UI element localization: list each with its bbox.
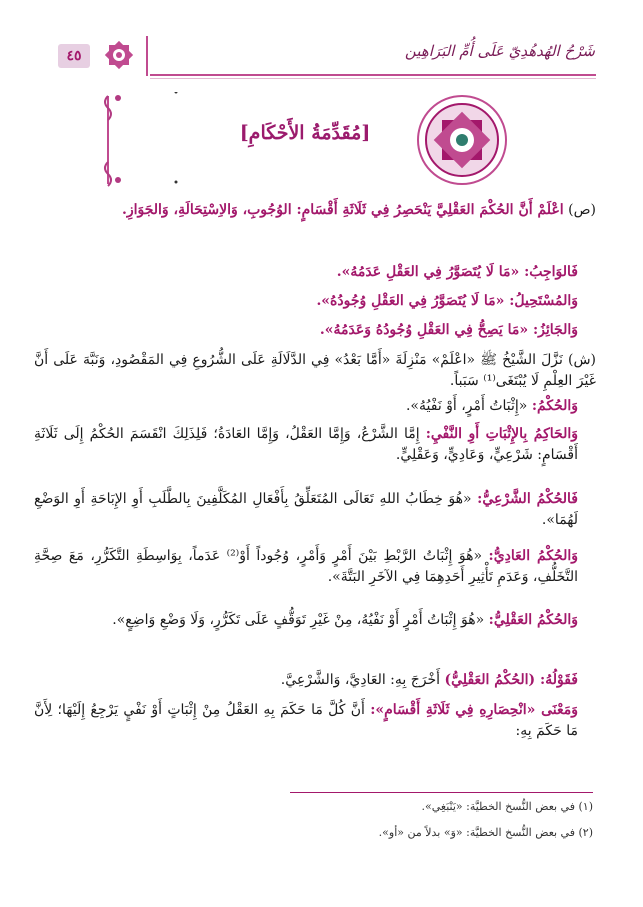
page-number: ٤٥ (58, 44, 90, 68)
footnote-1: (١) في بعض النُّسخ الخطيَّة: «يَنْبَغِي». (421, 800, 593, 813)
header-rule-thin (150, 78, 596, 79)
footnote-rule (290, 792, 593, 793)
paragraph-hukm-shari: فَالحُكْمُ الشَّرْعِيُّ: «هُوَ خِطَابُ اللهِ تَعَالَى المُتَعَلِّقُ بِأَفْعَالِ المُكَلَّفِينَ بِالطَّلَبِ أَوِ الإِبَاحَةِ أَوِ الوَضْعِ لَهُمَا». (34, 491, 578, 528)
running-title: شَرْحُ الهُدهُدِيّ عَلَى أُمِّ البَرَاهِين (404, 42, 595, 60)
paragraph-hakim: وَالحَاكِمُ بِالإِثْبَاتِ أَوِ النَّفْيِ: إِمَّا الشَّرْعُ، وَإِمَّا العَقْلُ، وَإِمَّا العَادَةُ؛ فَلِذَلِكَ انْقَسَمَ الحُكْمُ إِلَى ثَلَاثَةِ أَقْسَامٍ: شَرْعِيٍّ، وَعَادِيٍّ، وَعَقْلِيٍّ. (34, 426, 578, 463)
paragraph-qawluhu: فَقَوْلُهُ: (الحُكْمُ العَقْلِيُّ) أَخْرَجَ بِهِ: العَادِيَّ، وَالشَّرْعِيَّ. (280, 672, 578, 688)
header-divider (146, 36, 148, 76)
paragraph-jaiz: وَالجَائِزُ: «مَا يَصِحُّ فِي العَقْلِ وُجُودُهُ وَعَدَمُهُ». (319, 322, 578, 338)
header-rule (150, 74, 596, 76)
footnote-2: (٢) في بعض النُّسخ الخطيَّة: «وَ» بدلاً من «أو». (378, 826, 593, 839)
paragraph-inhisar: وَمَعْنَى «انْحِصَارِهِ فِي ثَلَاثَةِ أَقْسَامٍ»: أَنَّ كُلَّ مَا حَكَمَ بِهِ العَقْلُ مِنْ إِثْبَاتٍ أَوْ نَفْيٍ يَرْجِعُ إِلَيْهَا؛ لِأَنَّ مَا حَكَمَ بِهِ: (34, 702, 578, 739)
paragraph-hukm: وَالحُكْمُ: «إِثْبَاتُ أَمْرٍ، أَوْ نَفْيُهُ». (405, 398, 578, 414)
paragraph-wajib: فَالوَاجِبُ: «مَا لَا يُتَصَوَّرُ فِي العَقْلِ عَدَمُهُ». (336, 264, 578, 280)
paragraph-matn-intro: (ص) اعْلَمْ أَنَّ الحُكْمَ العَقْلِيَّ يَنْحَصِرُ فِي ثَلَاثَةِ أَقْسَامٍ: الوُجُوبِ، وَالاِسْتِحَالَةِ، وَالجَوَازِ. (121, 202, 596, 218)
ornament-star-icon (102, 38, 136, 72)
paragraph-mustahil: وَالمُسْتَحِيلُ: «مَا لَا يُتَصَوَّرُ فِي العَقْلِ وُجُودُهُ». (316, 293, 578, 309)
paragraph-hukm-adi: وَالحُكْمُ العَادِيُّ: «هُوَ إِثْبَاتُ الرَّبْطِ بَيْنَ أَمْرٍ وَأَمْرٍ، وُجُوداً أَوْ⁽²⁾ عَدَماً، بِوَاسِطَةِ التَّكَرُّرِ، مَعَ صِحَّةِ التَّخَلُّفِ، وَعَدَمِ تَأْثِيرِ أَحَدِهِمَا فِي الآخَرِ البَتَّةَ». (34, 548, 578, 585)
paragraph-sharh-intro: (ش) نَزَّلَ الشَّيْخُ ﷺ «اعْلَمْ» مَنْزِلَةَ «أَمَّا بَعْدُ» فِي الدَّلَالَةِ عَلَى الشُّرُوعِ فِي المَقْصُودِ، وَنَبَّهَ عَلَى أَنَّ غَيْرَ العِلْمِ لَا يُبْتَغَى⁽¹⁾ سَبَباً. (34, 352, 596, 389)
section-title: [مُقَدِّمَةُ الأَحْكَامِ] (239, 122, 371, 144)
paragraph-hukm-aqli: وَالحُكْمُ العَقْلِيُّ: «هُوَ إِثْبَاتُ أَمْرٍ أَوْ نَفْيُهُ، مِنْ غَيْرِ تَوَقُّفٍ عَلَى تَكَرُّرٍ، وَلَا وَضْعِ وَاضِعٍ». (112, 612, 578, 628)
